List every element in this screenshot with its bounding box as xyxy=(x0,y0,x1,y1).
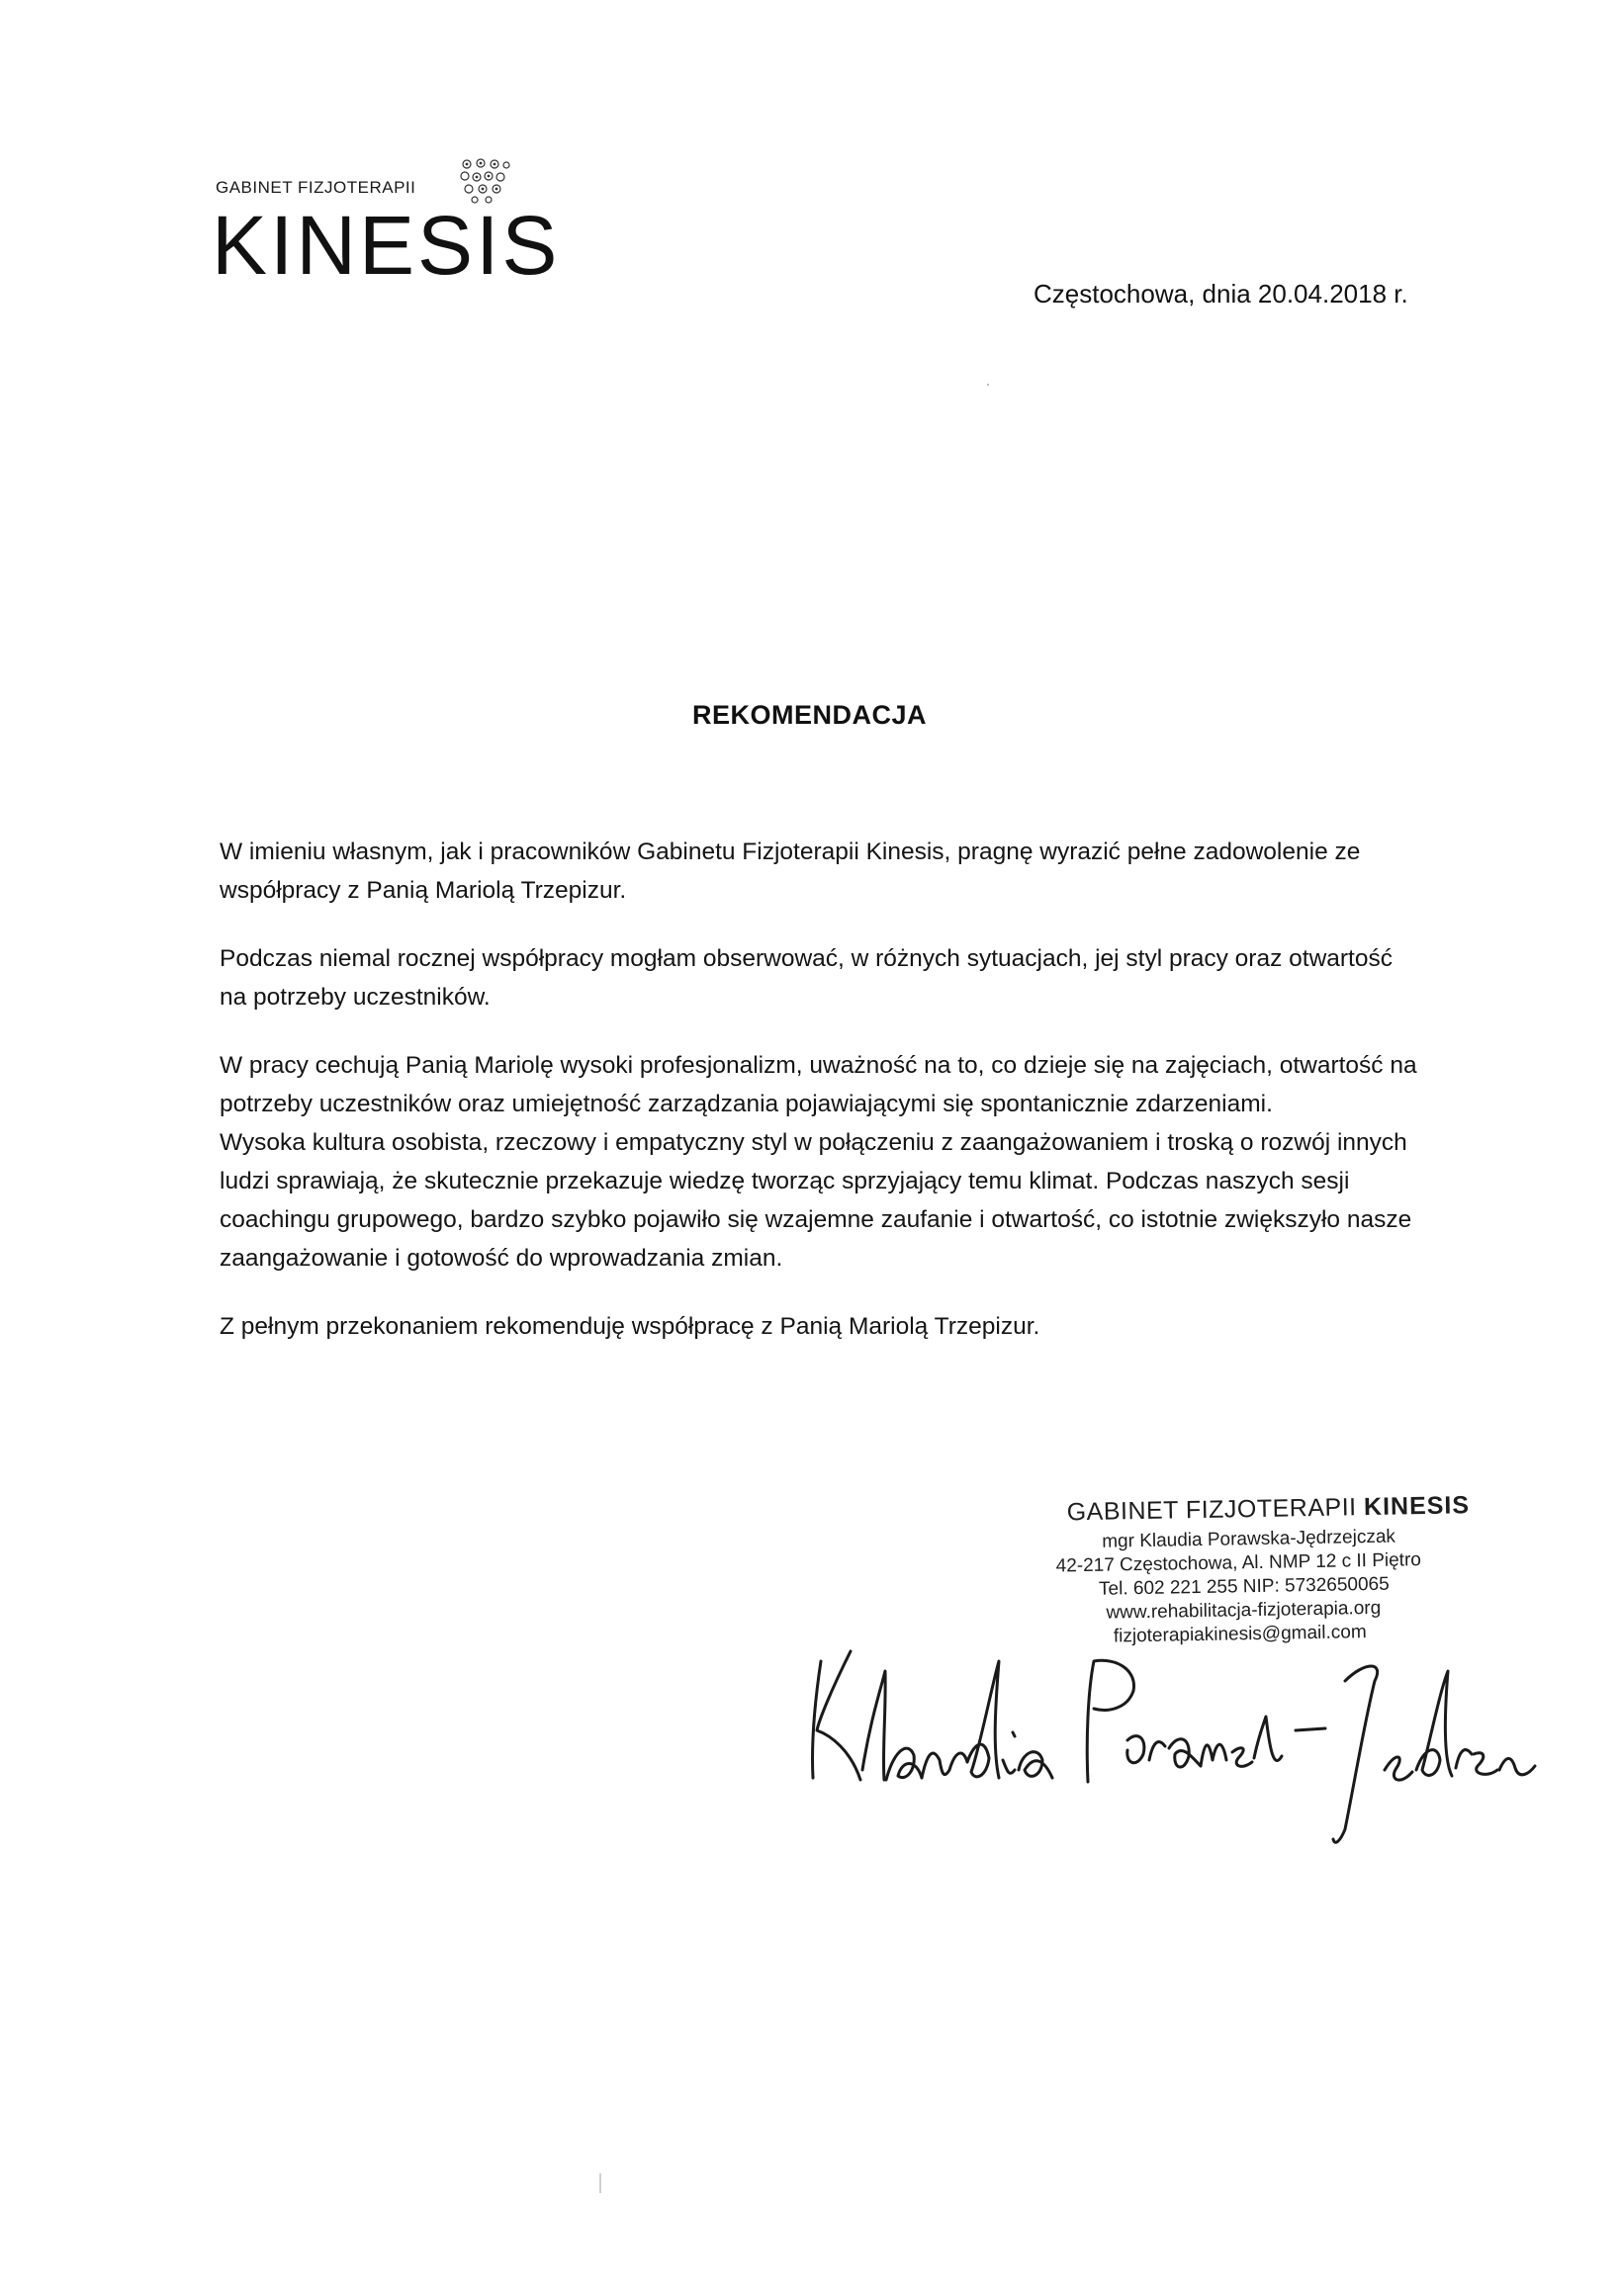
stamp-line-phone-nip: Tel. 602 221 255 NIP: 5732650065 xyxy=(1098,1573,1390,1600)
paragraph-3: W pracy cechują Panią Mariolę wysoki profesjonalizm, uważność na to, co dzieje się na zajęciach, otwartość na potrzeby uczestników oraz umiejętność zarządzania pojawiającymi się spontanicznie zdarzeniami. xyxy=(220,1052,1417,1117)
scan-speck xyxy=(599,2173,601,2193)
letterhead-logo xyxy=(212,156,572,305)
handwritten-signature xyxy=(791,1622,1543,1859)
date-line: Częstochowa, dnia 20.04.2018 r. xyxy=(1034,279,1408,309)
stamp-company-prefix: GABINET FIZJOTERAPII xyxy=(1066,1493,1365,1527)
dots-cluster-icon xyxy=(457,156,512,204)
paragraph-5: Z pełnym przekonaniem rekomenduję współpracę z Panią Mariolą Trzepizur. xyxy=(220,1313,1040,1340)
stamp-line-address: 42-217 Częstochowa, Al. NMP 12 c II Piętro xyxy=(1055,1549,1422,1577)
letterhead-small-text: GABINET FIZJOTERAPII xyxy=(216,178,416,197)
paragraph-1: W imieniu własnym, jak i pracowników Gabinetu Fizjoterapii Kinesis, pragnę wyrazić pełne zadowolenie ze współpracy z Panią Mariolą Trzepizur. xyxy=(220,839,1361,904)
stamp-line-company xyxy=(1066,1491,1470,1527)
scan-speck xyxy=(987,384,989,386)
paragraph-4: Wysoka kultura osobista, rzeczowy i empatyczny styl w połączeniu z zaangażowaniem i troską o rozwój innych ludzi sprawiają, że skutecznie przekazuje wiedzę tworząc sprzyjający temu klimat. Podczas naszych sesji coachingu grupowego, bardzo szybko pojawiło się wzajemne zaufanie i otwartość, co istotnie zwiększyło nasze zaangażowanie i gotowość do wprowadzania zmian. xyxy=(220,1129,1412,1272)
letter-body xyxy=(220,833,1426,1375)
letterhead-brand: KINESIS xyxy=(212,199,561,292)
stamp-line-owner: mgr Klaudia Porawska-Jędrzejczak xyxy=(1102,1526,1396,1552)
stamp-company-brand: KINESIS xyxy=(1363,1491,1471,1522)
document-title: REKOMENDACJA xyxy=(691,700,928,730)
paragraph-2: Podczas niemal rocznej współpracy mogłam obserwować, w różnych sytuacjach, jej styl pracy oraz otwartość na potrzeby uczestników. xyxy=(220,945,1393,1011)
stamp-line-website: www.rehabilitacja-fizjoterapia.org xyxy=(1106,1597,1382,1624)
stamp-line-email: fizjoterapiakinesis@gmail.com xyxy=(1113,1622,1367,1647)
